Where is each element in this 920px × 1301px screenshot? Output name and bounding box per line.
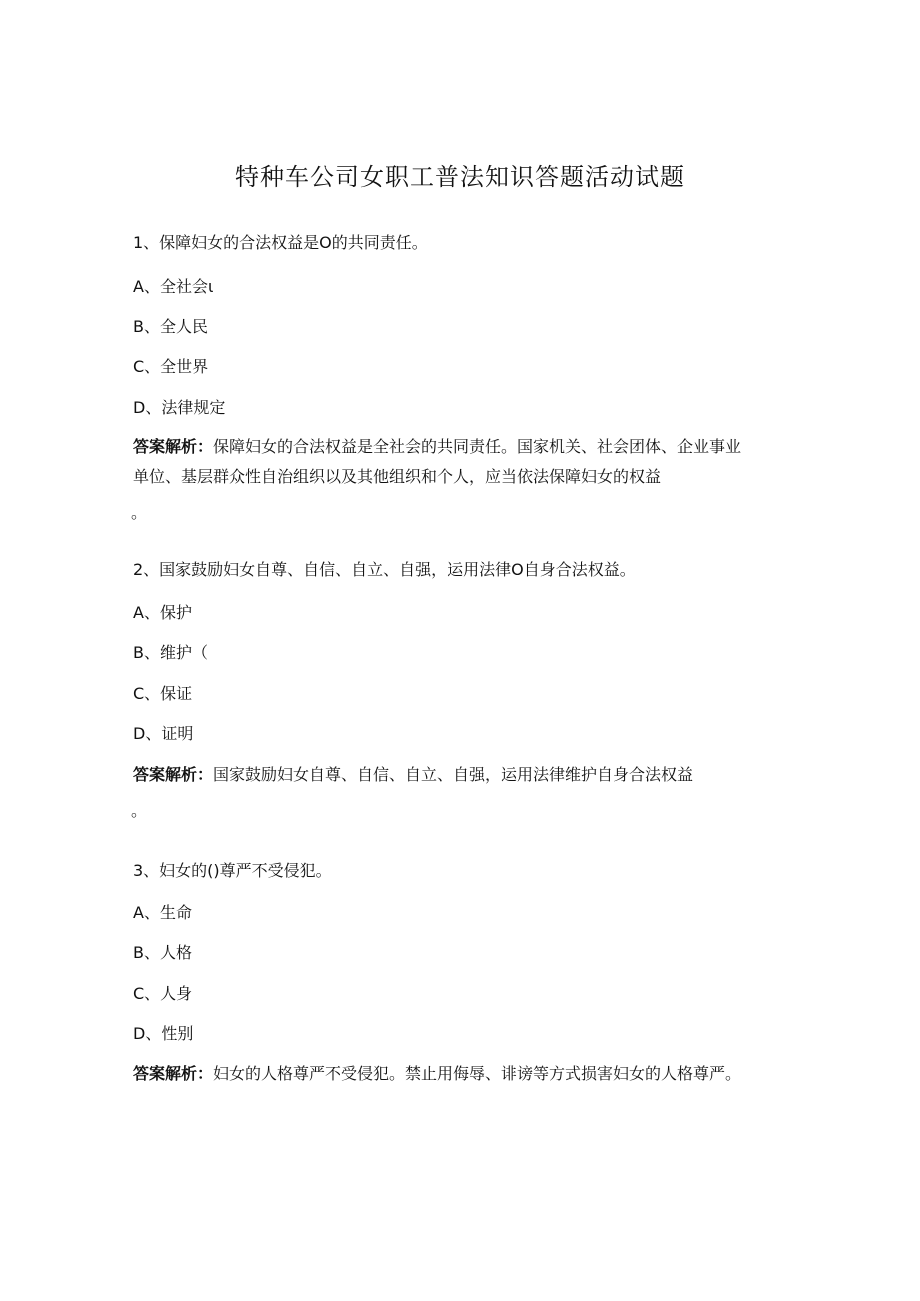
page-title: 特种车公司女职工普法知识答题活动试题 xyxy=(235,163,685,191)
question-1-option-a: A、全社会ι xyxy=(133,277,214,296)
question-1-option-d: D、法律规定 xyxy=(133,398,226,417)
question-3-analysis xyxy=(133,1063,741,1085)
analysis-label: 答案解析： xyxy=(133,765,214,784)
question-2-analysis xyxy=(133,764,693,786)
question-2-option-c: C、保证 xyxy=(133,684,193,703)
question-3-option-d: D、性别 xyxy=(133,1024,194,1043)
question-2-option-b: B、维护（ xyxy=(133,643,208,662)
question-3-analysis-line-1: 妇女的人格尊严不受侵犯。禁止用侮辱、诽谤等方式损害妇女的人格尊严。 xyxy=(213,1064,742,1083)
question-3-option-a: A、生命 xyxy=(133,903,192,922)
question-2-analysis-end: 。 xyxy=(131,801,148,820)
question-2-option-a: A、保护 xyxy=(133,603,192,622)
question-2-option-d: D、证明 xyxy=(133,724,194,743)
question-3-stem: 3、妇女的()尊严不受侵犯。 xyxy=(133,861,332,880)
question-1-option-c: C、全世界 xyxy=(133,357,209,376)
question-3-option-b: B、人格 xyxy=(133,943,192,962)
analysis-label: 答案解析： xyxy=(133,437,214,456)
question-2-stem: 2、国家鼓励妇女自尊、自信、自立、自强，运用法律O自身合法权益。 xyxy=(133,560,636,579)
question-1-analysis xyxy=(133,432,788,492)
question-1-stem: 1、保障妇女的合法权益是O的共同责任。 xyxy=(133,233,428,252)
question-1-analysis-end: 。 xyxy=(131,503,148,522)
question-1-analysis-line-2: 单位、基层群众性自治组织以及其他组织和个人，应当依法保障妇女的权益 xyxy=(133,467,662,486)
question-3-option-c: C、人身 xyxy=(133,984,193,1003)
question-1-analysis-line-1: 保障妇女的合法权益是全社会的共同责任。国家机关、社会团体、企业事业 xyxy=(213,437,742,456)
question-1-option-b: B、全人民 xyxy=(133,317,208,336)
analysis-label: 答案解析： xyxy=(133,1064,214,1083)
question-2-analysis-line-1: 国家鼓励妇女自尊、自信、自立、自强，运用法律维护自身合法权益 xyxy=(213,765,694,784)
